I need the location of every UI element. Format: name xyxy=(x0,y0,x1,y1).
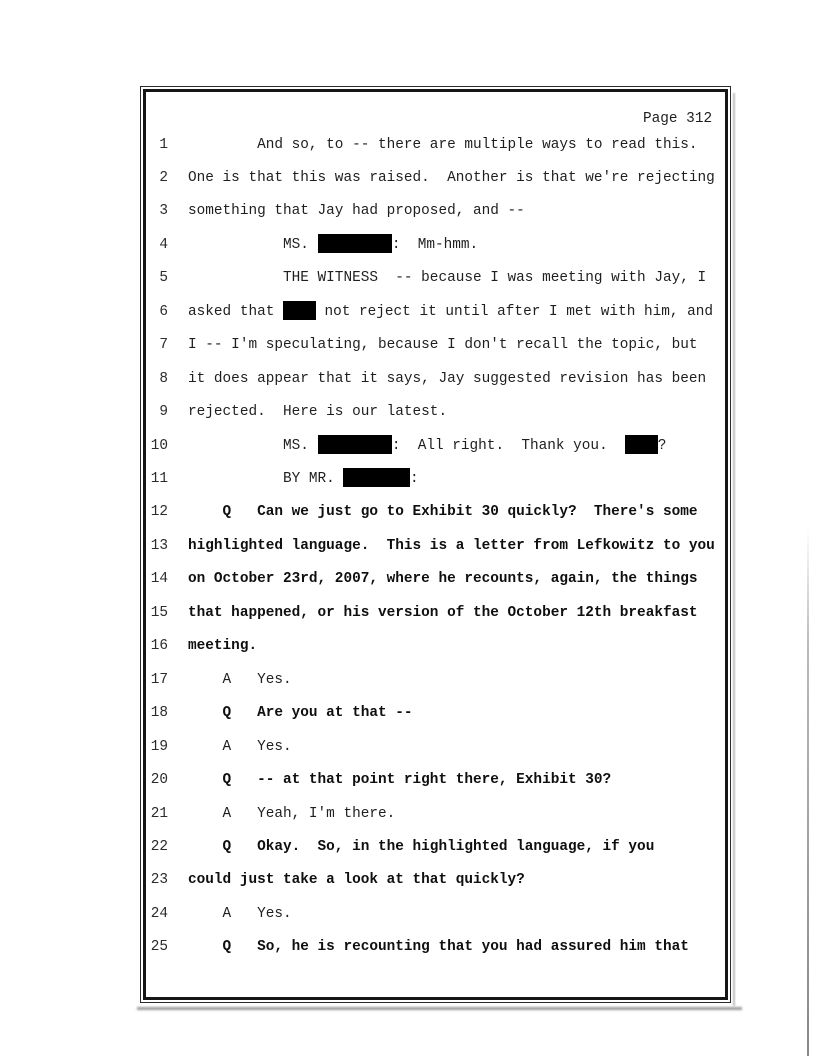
page-border-bottom-shadow xyxy=(137,1007,742,1010)
line-text: MS. : All right. Thank you. ? xyxy=(188,430,666,463)
transcript-line xyxy=(0,898,816,931)
redaction-box xyxy=(318,234,392,253)
line-text: THE WITNESS -- because I was meeting with Jay, I xyxy=(188,270,707,287)
line-number: 17 xyxy=(150,671,168,688)
transcript-line xyxy=(0,463,816,496)
line-number: 1 xyxy=(159,136,168,153)
line-number: 5 xyxy=(159,270,168,287)
line-number: 4 xyxy=(159,236,168,253)
transcript-line xyxy=(0,798,816,831)
line-text: could just take a look at that quickly? xyxy=(188,872,525,889)
line-text: A Yes. xyxy=(188,671,292,688)
line-number: 24 xyxy=(150,905,168,922)
line-number: 2 xyxy=(159,169,168,186)
line-text: that happened, or his version of the October 12th breakfast xyxy=(188,604,698,621)
transcript-line xyxy=(0,630,816,663)
line-number: 6 xyxy=(159,303,168,320)
line-number: 22 xyxy=(150,839,168,856)
transcript-line xyxy=(0,396,816,429)
transcript-line xyxy=(0,831,816,864)
line-text: Q -- at that point right there, Exhibit 30? xyxy=(188,772,612,789)
line-text: One is that this was raised. Another is that we're rejecting xyxy=(188,169,715,186)
transcript-line xyxy=(0,664,816,697)
transcript-line xyxy=(0,229,816,262)
line-text: A Yes. xyxy=(188,905,292,922)
redaction-box xyxy=(318,435,392,454)
transcript-line xyxy=(0,731,816,764)
line-number: 15 xyxy=(150,604,168,621)
transcript-line xyxy=(0,329,816,362)
line-number: 3 xyxy=(159,203,168,220)
line-number: 13 xyxy=(150,537,168,554)
transcript-body xyxy=(0,129,816,965)
redaction-box xyxy=(343,468,409,487)
line-number: 12 xyxy=(150,504,168,521)
transcript-line xyxy=(0,697,816,730)
line-text: it does appear that it says, Jay suggested revision has been xyxy=(188,370,707,387)
line-number: 9 xyxy=(159,404,168,421)
line-number: 8 xyxy=(159,370,168,387)
line-number: 23 xyxy=(150,872,168,889)
line-number: 25 xyxy=(150,939,168,956)
transcript-line xyxy=(0,496,816,529)
line-number: 16 xyxy=(150,638,168,655)
line-number: 7 xyxy=(159,337,168,354)
transcript-line xyxy=(0,296,816,329)
line-text: something that Jay had proposed, and -- xyxy=(188,203,525,220)
line-text: Q Are you at that -- xyxy=(188,705,413,722)
scan-artifact-line xyxy=(807,528,809,1056)
line-number: 19 xyxy=(150,738,168,755)
transcript-line xyxy=(0,764,816,797)
transcript-line xyxy=(0,430,816,463)
line-number: 14 xyxy=(150,571,168,588)
line-text: And so, to -- there are multiple ways to read this. xyxy=(188,136,698,153)
line-text: highlighted language. This is a letter from Lefkowitz to you xyxy=(188,537,715,554)
line-text: asked that not reject it until after I met with him, and xyxy=(188,296,713,329)
transcript-line xyxy=(0,363,816,396)
transcript-line xyxy=(0,195,816,228)
line-text: Q Can we just go to Exhibit 30 quickly? There's some xyxy=(188,504,698,521)
line-number: 20 xyxy=(150,772,168,789)
line-number: 21 xyxy=(150,805,168,822)
transcript-line xyxy=(0,931,816,964)
transcript-line xyxy=(0,563,816,596)
line-number: 11 xyxy=(150,471,168,488)
line-text: A Yeah, I'm there. xyxy=(188,805,396,822)
transcript-line xyxy=(0,262,816,295)
line-number: 10 xyxy=(150,437,168,454)
page-number-header: Page 312 xyxy=(643,111,713,127)
redaction-box xyxy=(283,301,316,320)
line-text: BY MR. : xyxy=(188,463,419,496)
line-number: 18 xyxy=(150,705,168,722)
line-text: rejected. Here is our latest. xyxy=(188,404,448,421)
line-text: MS. : Mm-hmm. xyxy=(188,229,478,262)
line-text: meeting. xyxy=(188,638,258,655)
transcript-line xyxy=(0,597,816,630)
transcript-line xyxy=(0,530,816,563)
line-text: I -- I'm speculating, because I don't recall the topic, but xyxy=(188,337,698,354)
line-text: A Yes. xyxy=(188,738,292,755)
transcript-line xyxy=(0,129,816,162)
line-text: on October 23rd, 2007, where he recounts, again, the things xyxy=(188,571,698,588)
redaction-box xyxy=(625,435,658,454)
transcript-line xyxy=(0,162,816,195)
line-text: Q So, he is recounting that you had assured him that xyxy=(188,939,689,956)
line-text: Q Okay. So, in the highlighted language, if you xyxy=(188,839,655,856)
transcript-line xyxy=(0,864,816,897)
